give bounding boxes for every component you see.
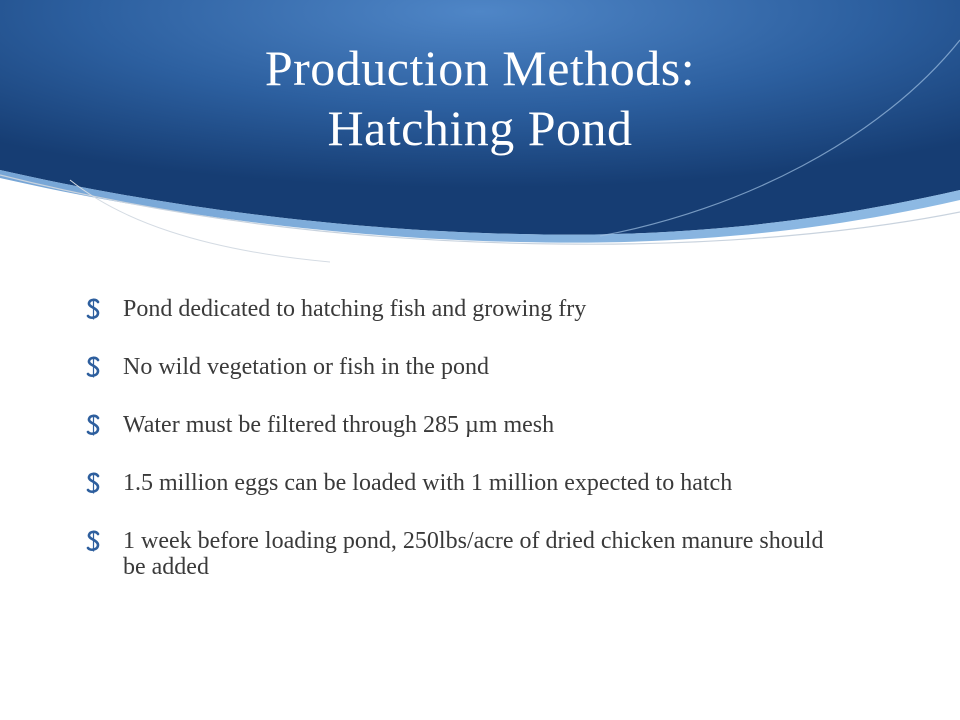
bullet-text: 1.5 million eggs can be loaded with 1 million expected to hatch <box>123 470 733 496</box>
bullet-item <box>85 470 845 496</box>
s-swash-bullet-icon <box>85 414 102 436</box>
title-line-2: Hatching Pond <box>327 100 633 156</box>
s-swash-bullet-icon <box>85 356 102 378</box>
s-swash-bullet-icon <box>85 530 102 552</box>
title-line-1: Production Methods: <box>264 40 696 96</box>
bullet-item <box>85 528 845 580</box>
bullet-item <box>85 412 845 438</box>
bullet-text: Pond dedicated to hatching fish and growing fry <box>123 296 587 322</box>
s-swash-bullet-icon <box>85 298 102 320</box>
bullet-text: Water must be filtered through 285 µm mesh <box>123 412 555 438</box>
bullet-text: 1 week before loading pond, 250lbs/acre of dried chicken manure should be added <box>123 528 824 580</box>
bullet-text: No wild vegetation or fish in the pond <box>123 354 489 380</box>
bullet-list <box>85 296 845 612</box>
slide-title <box>0 38 960 158</box>
s-swash-bullet-icon <box>85 472 102 494</box>
bullet-item <box>85 354 845 380</box>
bullet-item <box>85 296 845 322</box>
